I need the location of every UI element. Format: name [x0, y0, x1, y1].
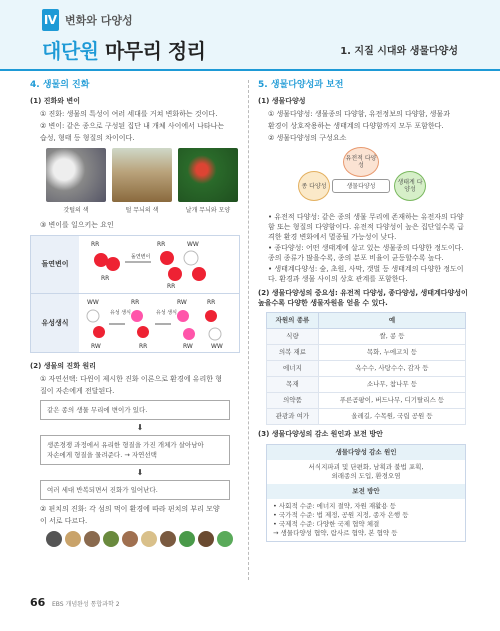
flower-icon [106, 257, 120, 271]
flower-icon [209, 328, 221, 340]
sexual-figure [79, 294, 239, 352]
header-divider [0, 69, 500, 71]
text-components: ② 생물다양성의 구성요소 [268, 134, 347, 142]
ecosystem-diversity-circle: 생태계 다양성 [394, 171, 426, 201]
plan-item: • 국가적 수준: 법 제정, 공원 지정, 종자 은행 등 [273, 511, 409, 519]
cell-example: 쌀, 콩 등 [318, 329, 465, 345]
gene-label: RR [157, 241, 166, 248]
flower-icon [183, 328, 195, 340]
flower-icon [168, 267, 182, 281]
biodiversity-diagram [288, 147, 438, 209]
mutation-svg [79, 236, 239, 294]
title-rest: 마무리 정리 [104, 39, 206, 63]
gene-label: RR [167, 283, 176, 290]
title-accent: 대단원 [42, 39, 99, 63]
variation-causes-table [30, 235, 240, 353]
cause-heading: 생물다양성 감소 원인 [267, 445, 465, 460]
book-title: EBS 개념완성 통합과학 2 [52, 601, 120, 608]
table-row [267, 345, 466, 361]
right-column [258, 80, 468, 542]
gene-label: RR [207, 299, 216, 306]
flower-icon [192, 267, 206, 281]
plan-list [267, 499, 465, 541]
gene-label: RW [177, 299, 187, 306]
section-4-title: 4. 생물의 진화 [30, 80, 90, 90]
text-ecosystem-diversity: • 생태계다양성: 숲, 초원, 사막, 갯벌 등 생태계의 다양한 정도이다. 환경과 생물 사이의 상호 관계를 포함한다. [268, 265, 464, 283]
photo-captions [46, 205, 240, 216]
gene-label: RW [183, 343, 193, 350]
text-finch-1: ② 핀치의 진화: 각 섬의 먹이 환경에 따라 핀치의 부리 모양 [40, 505, 220, 513]
flower-icon [131, 310, 143, 322]
cell-example: 옥수수, 사탕수수, 감자 등 [318, 361, 465, 377]
flower-icon [93, 326, 105, 338]
label-sexual: 유성생식 [31, 294, 79, 352]
gene-label: RR [91, 241, 100, 248]
down-arrow-icon: ⬇ [136, 468, 144, 477]
insect-icon [46, 531, 62, 547]
plant-icon [217, 531, 233, 547]
photo-ladybugs [178, 148, 238, 202]
finch-icon [122, 531, 138, 547]
cause-line-1: 서식지파괴 및 단편화, 남획과 불법 포획, [308, 463, 424, 471]
text-variation-def-1: ② 변이: 같은 종으로 구성된 집단 내 개체 사이에서 나타나는 [40, 122, 225, 130]
variation-photos [46, 148, 240, 202]
subsection-4-2: (2) 생물의 진화 원리 [30, 362, 96, 370]
page-header [0, 0, 500, 70]
finch-icon [198, 531, 214, 547]
section-5-title: 5. 생물다양성과 보전 [258, 80, 344, 90]
page-number: 66 [30, 596, 46, 609]
sexual-arrow-label-2: 유성 생식 [156, 310, 177, 316]
resource-table [266, 312, 466, 425]
caption-1: 갓털의 색 [63, 207, 89, 214]
flow-step-3: 여러 세대 반복되면서 진화가 일어난다. [40, 480, 230, 500]
gene-label: RR [131, 299, 140, 306]
text-species-diversity: • 종다양성: 어떤 생태계에 살고 있는 생물종의 다양한 정도이다. 종의 종류가 많을수록, 종의 분포 비율이 균등할수록 높다. [268, 244, 464, 262]
genetic-diversity-circle: 유전적 다양성 [343, 147, 379, 177]
unit-subtitle: 변화와 다양성 [65, 14, 133, 27]
plan-item: • 사회적 수준: 에너지 절약, 자원 재활용 등 [273, 502, 397, 510]
subsection-4-1: (1) 진화와 변이 [30, 97, 80, 105]
plan-heading: 보전 방안 [267, 484, 465, 499]
gene-label: WW [187, 241, 199, 248]
finch-food-icons [46, 531, 240, 547]
cactus-icon [179, 531, 195, 547]
table-row [267, 329, 466, 345]
text-natural-selection-2: 질이 자손에게 전달된다. [40, 387, 115, 395]
conservation-box [266, 444, 466, 542]
caption-3: 날개 무늬와 모양 [185, 207, 231, 214]
text-biodiversity-2: 환경이 상호작용하는 생태계의 다양함까지 모두 포함한다. [268, 122, 444, 130]
gene-label: WW [87, 299, 99, 306]
flower-icon [184, 251, 198, 265]
cause-line-2: 외래종의 도입, 환경오염 [331, 472, 401, 480]
gene-label: RW [91, 343, 101, 350]
down-arrow-icon: ⬇ [136, 423, 144, 432]
flow-step-2-line-1: 생존경쟁 과정에서 유리한 형질을 가진 개체가 살아남아 [47, 441, 204, 449]
text-genetic-diversity: • 유전적 다양성: 같은 종의 생물 무리에 존재하는 유전자의 다양함 또는 형질의 다양함이다. 유전적 다양성이 높은 집단일수록 급격한 환경 변화에서 멸종될 가능성이 낮다. [268, 213, 464, 241]
section-label: 1. 지질 시대와 생물다양성 [340, 46, 458, 57]
subsection-5-2: (2) 생물다양성의 중요성: 유전적 다양성, 종다양성, 생태계다양성이 높을수록 다양한 생물자원을 얻을 수 있다. [258, 289, 468, 307]
sexual-svg [79, 294, 239, 352]
mutation-arrow-label: 돌연변이 [131, 254, 151, 260]
flow-step-2 [40, 435, 230, 465]
text-variation-def-2: 습성, 형태 등 형질의 차이이다. [40, 134, 135, 142]
cause-body [267, 460, 465, 484]
column-divider [248, 80, 249, 580]
label-mutation: 돌연변이 [31, 236, 79, 293]
flower-icon [137, 326, 149, 338]
finch-icon [84, 531, 100, 547]
bug-icon [103, 531, 119, 547]
species-diversity-circle: 종 다양성 [298, 171, 330, 201]
row-sexual [31, 294, 239, 352]
plan-item: • 국제적 수준: 다양한 국제 협약 체결 [273, 520, 380, 528]
plan-item: → 생물다양성 협약, 람사르 협약, 본 협약 등 [273, 529, 398, 537]
flower-icon [160, 251, 174, 265]
seed-icon [141, 531, 157, 547]
flower-icon [94, 253, 108, 267]
table-header-row [267, 313, 466, 329]
page-title [42, 35, 206, 64]
cell-example: 푸른곰팡이, 버드나무, 디기탈리스 등 [318, 393, 465, 409]
finch-icon [160, 531, 176, 547]
flow-step-1: 같은 종의 생물 무리에 변이가 있다. [40, 400, 230, 420]
gene-label: RR [139, 343, 148, 350]
cell-type: 의약품 [267, 393, 319, 409]
biodiversity-center: 생물다양성 [332, 179, 390, 193]
photo-dandelion [46, 148, 106, 202]
text-finch-2: 이 서로 다르다. [40, 517, 88, 525]
table-row [267, 361, 466, 377]
table-header-example: 예 [318, 313, 465, 329]
table-row [267, 393, 466, 409]
cell-example: 올레길, 수목원, 국립 공원 등 [318, 409, 465, 425]
row-mutation [31, 236, 239, 294]
cell-type: 목재 [267, 377, 319, 393]
text-evolution-def: ① 진화: 생물의 특성이 여러 세대를 거쳐 변화하는 것이다. [40, 110, 218, 118]
subsection-5-3: (3) 생물다양성의 감소 원인과 보전 방안 [258, 430, 383, 438]
table-row [267, 409, 466, 425]
flow-step-2-line-2: 자손에게 형질을 물려준다. → 자연선택 [47, 451, 157, 459]
flower-icon [87, 310, 99, 322]
subsection-5-1: (1) 생물다양성 [258, 97, 306, 105]
caption-2: 털 무늬의 색 [125, 207, 159, 214]
left-column [30, 80, 240, 547]
table-row [267, 377, 466, 393]
mutation-figure [79, 236, 239, 293]
cell-type: 식량 [267, 329, 319, 345]
flower-icon [205, 310, 217, 322]
cell-example: 목화, 누에고치 등 [318, 345, 465, 361]
text-natural-selection-1: ① 자연선택: 다윈이 제시한 진화 이론으로 환경에 유리한 형 [40, 375, 222, 383]
sexual-arrow-label-1: 유성 생식 [110, 310, 131, 316]
text-biodiversity-1: ① 생물다양성: 생물종의 다양함, 유전정보의 다양함, 생물과 [268, 110, 450, 118]
gene-label: WW [211, 343, 223, 350]
table-header-type: 자원의 종류 [267, 313, 319, 329]
seed-icon [65, 531, 81, 547]
gene-label: RR [101, 275, 110, 282]
unit-badge: Ⅳ [42, 9, 59, 31]
cell-type: 의복 재료 [267, 345, 319, 361]
cell-type: 에너지 [267, 361, 319, 377]
flower-icon [177, 310, 189, 322]
photo-giraffes [112, 148, 172, 202]
text-variation-causes: ③ 변이를 일으키는 요인 [40, 221, 114, 229]
cell-example: 소나무, 참나무 등 [318, 377, 465, 393]
cell-type: 관광과 여가 [267, 409, 319, 425]
